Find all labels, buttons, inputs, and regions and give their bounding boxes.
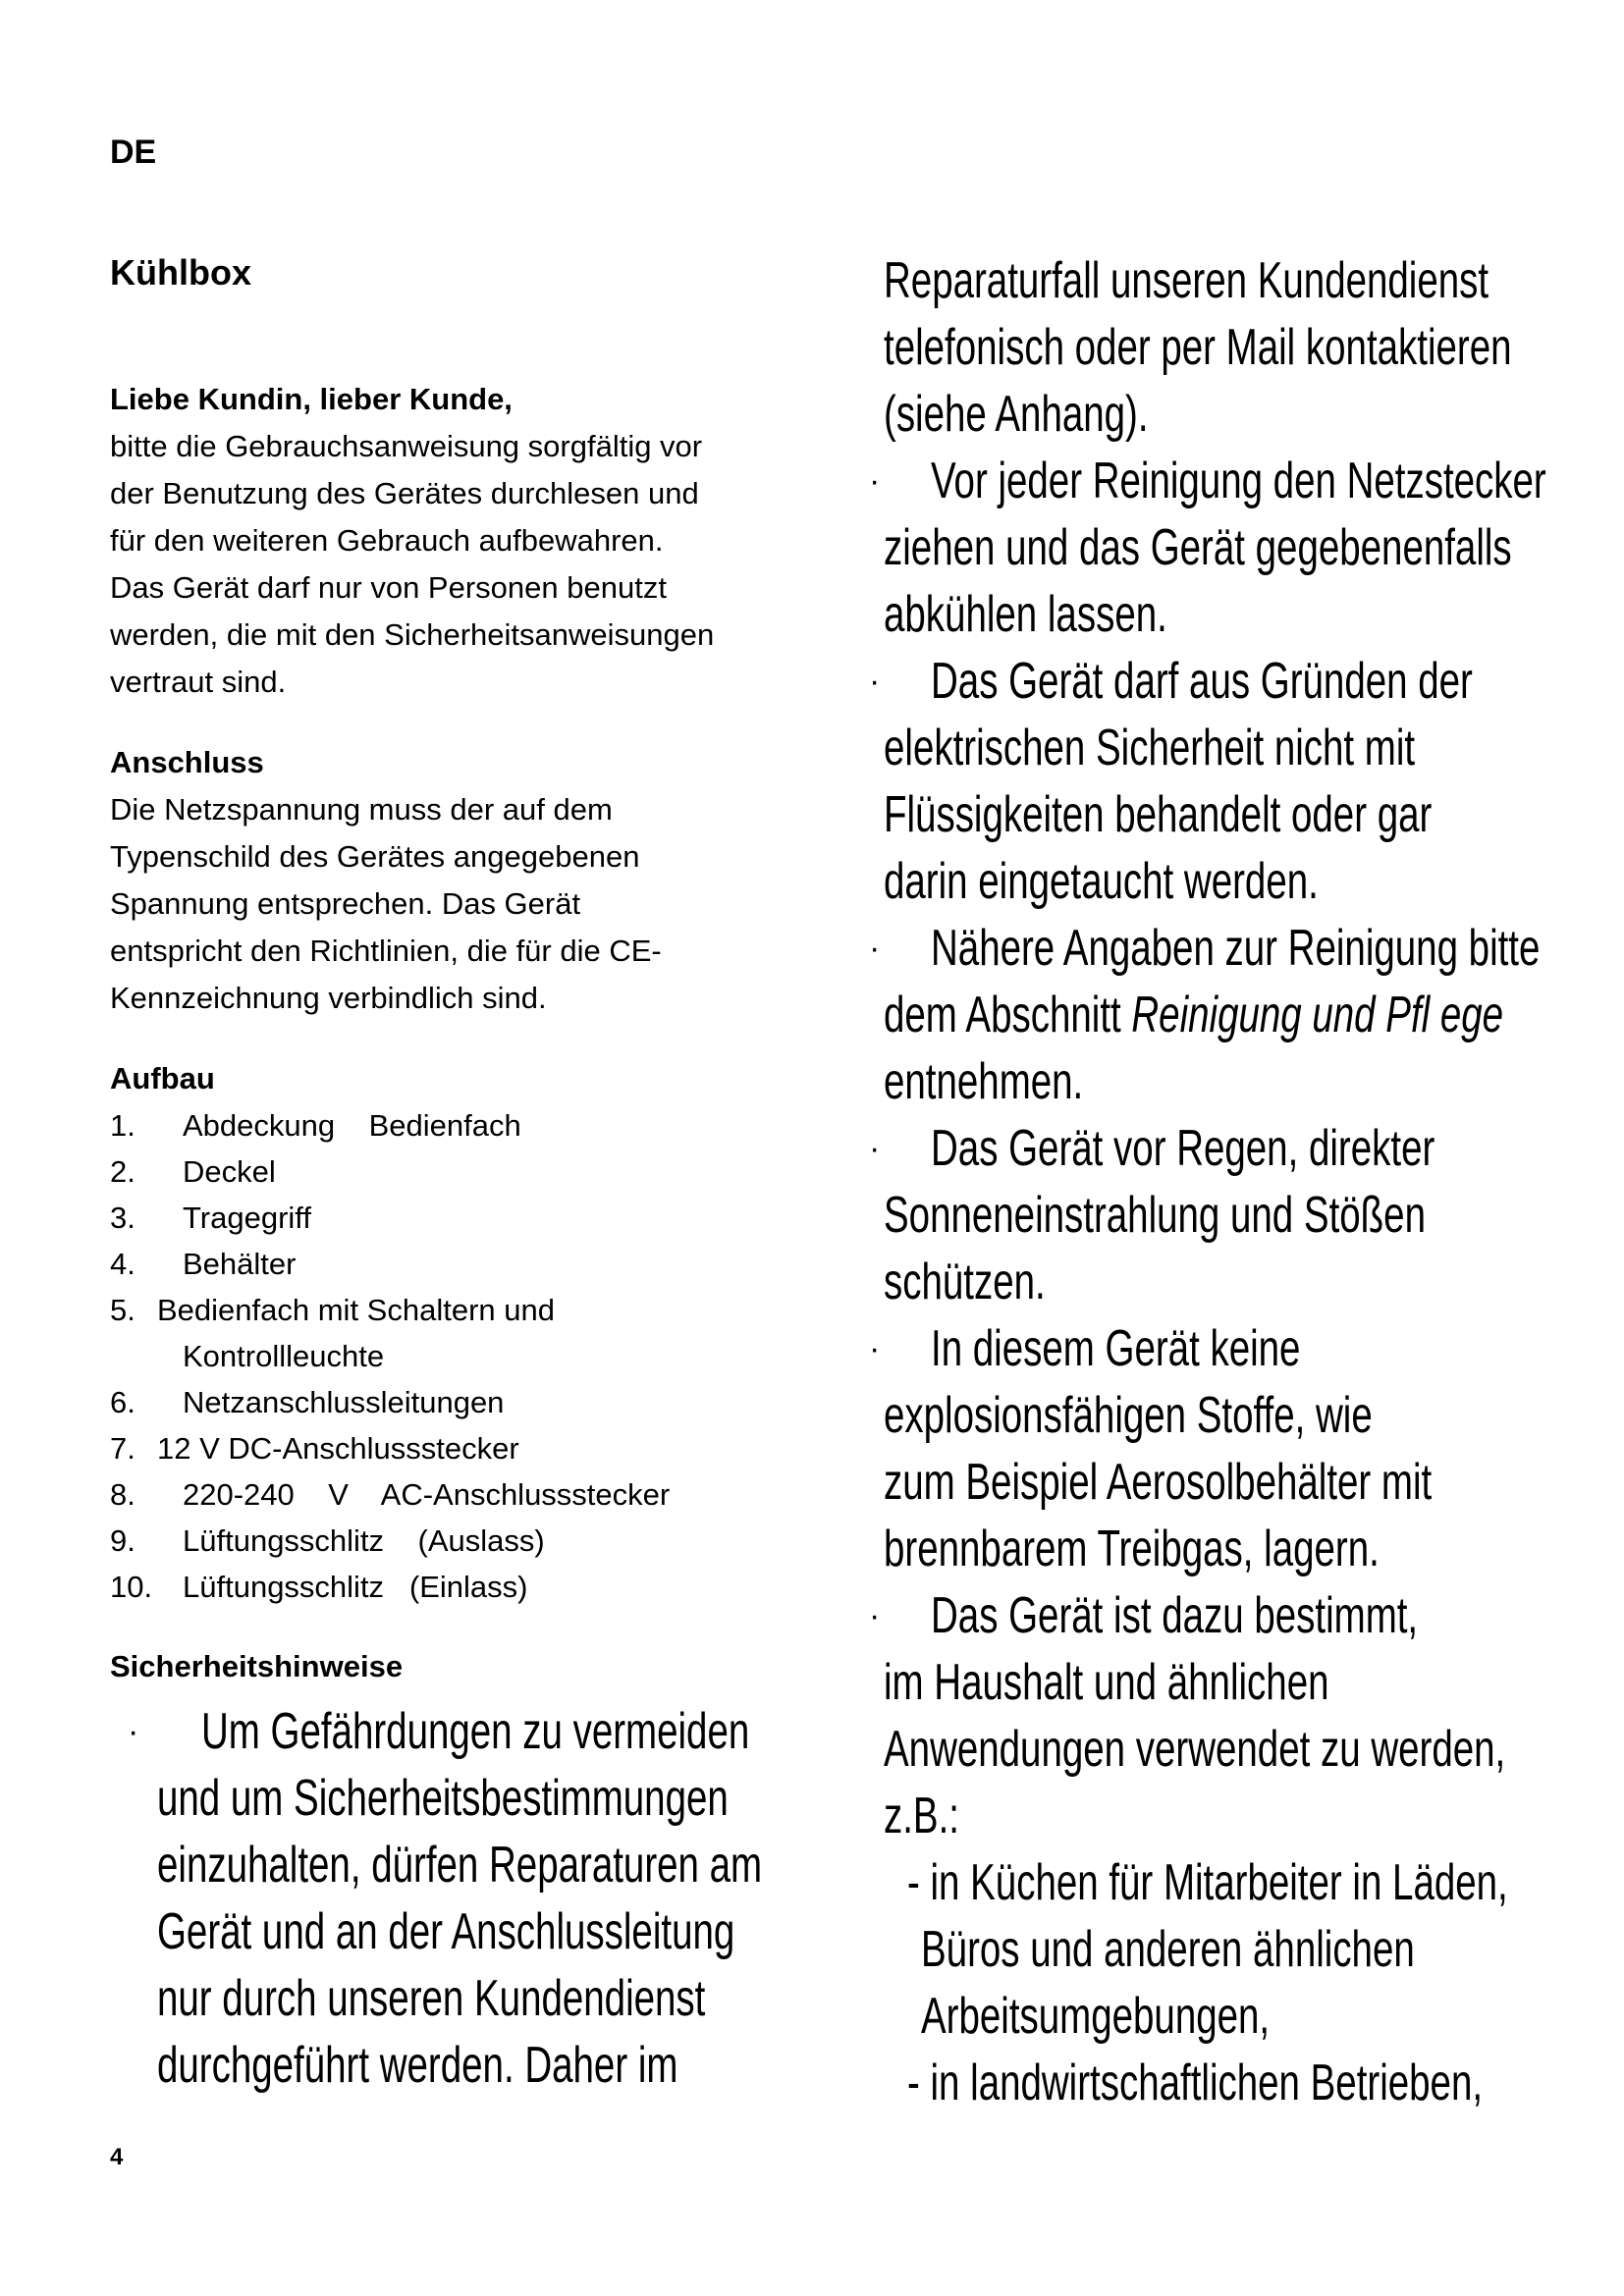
text-line: ziehen und das Gerät gegebenenfalls: [884, 519, 1512, 576]
bullet-dot: ·: [869, 663, 881, 700]
text-line: Reparaturfall unseren Kundendienst: [884, 252, 1489, 309]
list-item: 10. Lüftungsschlitz (Einlass): [110, 1570, 528, 1605]
greeting-heading: Liebe Kundin, lieber Kunde,: [110, 382, 513, 417]
safety-bullet: [110, 1698, 797, 2099]
page-title: Kühlbox: [110, 252, 251, 293]
list-item: 2. Deckel: [110, 1154, 276, 1190]
safety-section: [110, 1643, 797, 2099]
text-line: Anwendungen verwendet zu werden,: [884, 1721, 1506, 1778]
text-line: In diesem Gerät keine: [931, 1320, 1301, 1377]
text-line: durchgeführt werden. Daher im: [157, 2037, 678, 2095]
text-line: brennbarem Treibgas, lagern.: [884, 1521, 1380, 1577]
safety-bullet: [869, 1582, 1571, 2116]
text-line: dem Abschnitt Reinigung und Pfl ege: [884, 987, 1504, 1043]
greeting-line: vertraut sind.: [110, 665, 287, 700]
text-line: einzuhalten, dürfen Reparaturen am: [157, 1837, 763, 1895]
anschluss-line: Die Netzspannung muss der auf dem: [110, 792, 613, 828]
sub-list-item: Arbeitsumgebungen,: [921, 1988, 1271, 2045]
sub-list-item: - in Küchen für Mitarbeiter in Läden,: [907, 1854, 1508, 1911]
text-line: im Haushalt und ähnlichen: [884, 1654, 1329, 1711]
list-item: 5. Bedienfach mit Schaltern und: [110, 1293, 555, 1328]
bullet-dot: ·: [869, 1330, 881, 1367]
list-item: 4. Behälter: [110, 1247, 297, 1282]
text-line: darin eingetaucht werden.: [884, 853, 1319, 910]
list-item: 7. 12 V DC-Anschlussstecker: [110, 1431, 519, 1467]
text-line: elektrischen Sicherheit nicht mit: [884, 720, 1416, 776]
safety-heading: Sicherheitshinweise: [110, 1649, 404, 1684]
language-code: DE: [110, 133, 157, 171]
text-line: entnehmen.: [884, 1053, 1084, 1110]
list-item-continuation: Kontrollleuchte: [183, 1339, 385, 1374]
text-line: Das Gerät darf aus Gründen der: [931, 653, 1473, 710]
sub-list-item: Büros und anderen ähnlichen: [921, 1921, 1415, 1978]
greeting-line: der Benutzung des Gerätes durchlesen und: [110, 476, 699, 511]
anschluss-line: Kennzeichnung verbindlich sind.: [110, 981, 547, 1016]
anschluss-heading: Anschluss: [110, 745, 264, 780]
text-line: Gerät und an der Anschlussleitung: [157, 1903, 735, 1961]
greeting-line: werden, die mit den Sicherheitsanweisungen: [110, 617, 715, 653]
bullet-dot: ·: [128, 1713, 139, 1751]
greeting-line: bitte die Gebrauchsanweisung sorgfältig vor: [110, 429, 703, 464]
text-line: Nähere Angaben zur Reinigung bitte: [931, 920, 1541, 977]
text-line: Das Gerät vor Regen, direkter: [931, 1120, 1435, 1177]
anschluss-line: Typenschild des Gerätes angegebenen: [110, 839, 640, 875]
greeting-line: Das Gerät darf nur von Personen benutzt: [110, 570, 667, 606]
text-line: (siehe Anhang).: [884, 386, 1149, 443]
aufbau-section: [110, 1055, 797, 1610]
anschluss-line: Spannung entsprechen. Das Gerät: [110, 886, 581, 922]
bullet-dot: ·: [869, 1130, 881, 1167]
list-item: 1. Abdeckung Bedienfach: [110, 1108, 521, 1144]
safety-bullet: [869, 1315, 1571, 1582]
list-item: 6. Netzanschlussleitungen: [110, 1385, 505, 1420]
text-line: schützen.: [884, 1254, 1046, 1310]
greeting-section: [110, 376, 797, 706]
text-line: zum Beispiel Aerosolbehälter mit: [884, 1454, 1433, 1511]
text-line: Flüssigkeiten behandelt oder gar: [884, 786, 1433, 843]
text-line: abkühlen lassen.: [884, 586, 1167, 643]
text-line: nur durch unseren Kundendienst: [157, 1970, 706, 2028]
text-line: explosionsfähigen Stoffe, wie: [884, 1387, 1373, 1444]
bullet-dot: ·: [869, 462, 881, 500]
safety-continuation: [884, 247, 1571, 448]
list-item: 9. Lüftungsschlitz (Auslass): [110, 1523, 545, 1559]
text-line: Um Gefährdungen zu vermeiden: [201, 1703, 750, 1761]
sub-list-item: - in landwirtschaftlichen Betrieben,: [907, 2055, 1484, 2111]
list-item: 3. Tragegriff: [110, 1201, 311, 1236]
text-line: Das Gerät ist dazu bestimmt,: [931, 1587, 1419, 1644]
list-item: 8. 220-240 V AC-Anschlussstecker: [110, 1477, 671, 1513]
safety-bullet: [869, 448, 1571, 648]
greeting-line: für den weiteren Gebrauch aufbewahren.: [110, 523, 664, 559]
text-line: telefonisch oder per Mail kontaktieren: [884, 319, 1512, 376]
text-line: Sonneneinstrahlung und Stößen: [884, 1187, 1426, 1244]
text-line: und um Sicherheitsbestimmungen: [157, 1770, 729, 1828]
right-column: [869, 247, 1571, 2116]
bullet-dot: ·: [869, 930, 881, 967]
anschluss-section: [110, 739, 797, 1022]
safety-bullet: [869, 648, 1571, 915]
safety-bullet: [869, 1115, 1571, 1315]
page-number: 4: [110, 2144, 124, 2170]
bullet-dot: ·: [869, 1597, 881, 1634]
aufbau-heading: Aufbau: [110, 1061, 215, 1096]
text-line: Vor jeder Reinigung den Netzstecker: [931, 453, 1546, 509]
text-line: z.B.:: [884, 1788, 959, 1844]
anschluss-line: entspricht den Richtlinien, die für die CE-: [110, 934, 662, 969]
left-column: [110, 251, 797, 2099]
safety-bullet: [869, 915, 1571, 1115]
section-reference: Reinigung und Pfl ege: [1131, 987, 1504, 1043]
parts-list: [110, 1102, 797, 1610]
